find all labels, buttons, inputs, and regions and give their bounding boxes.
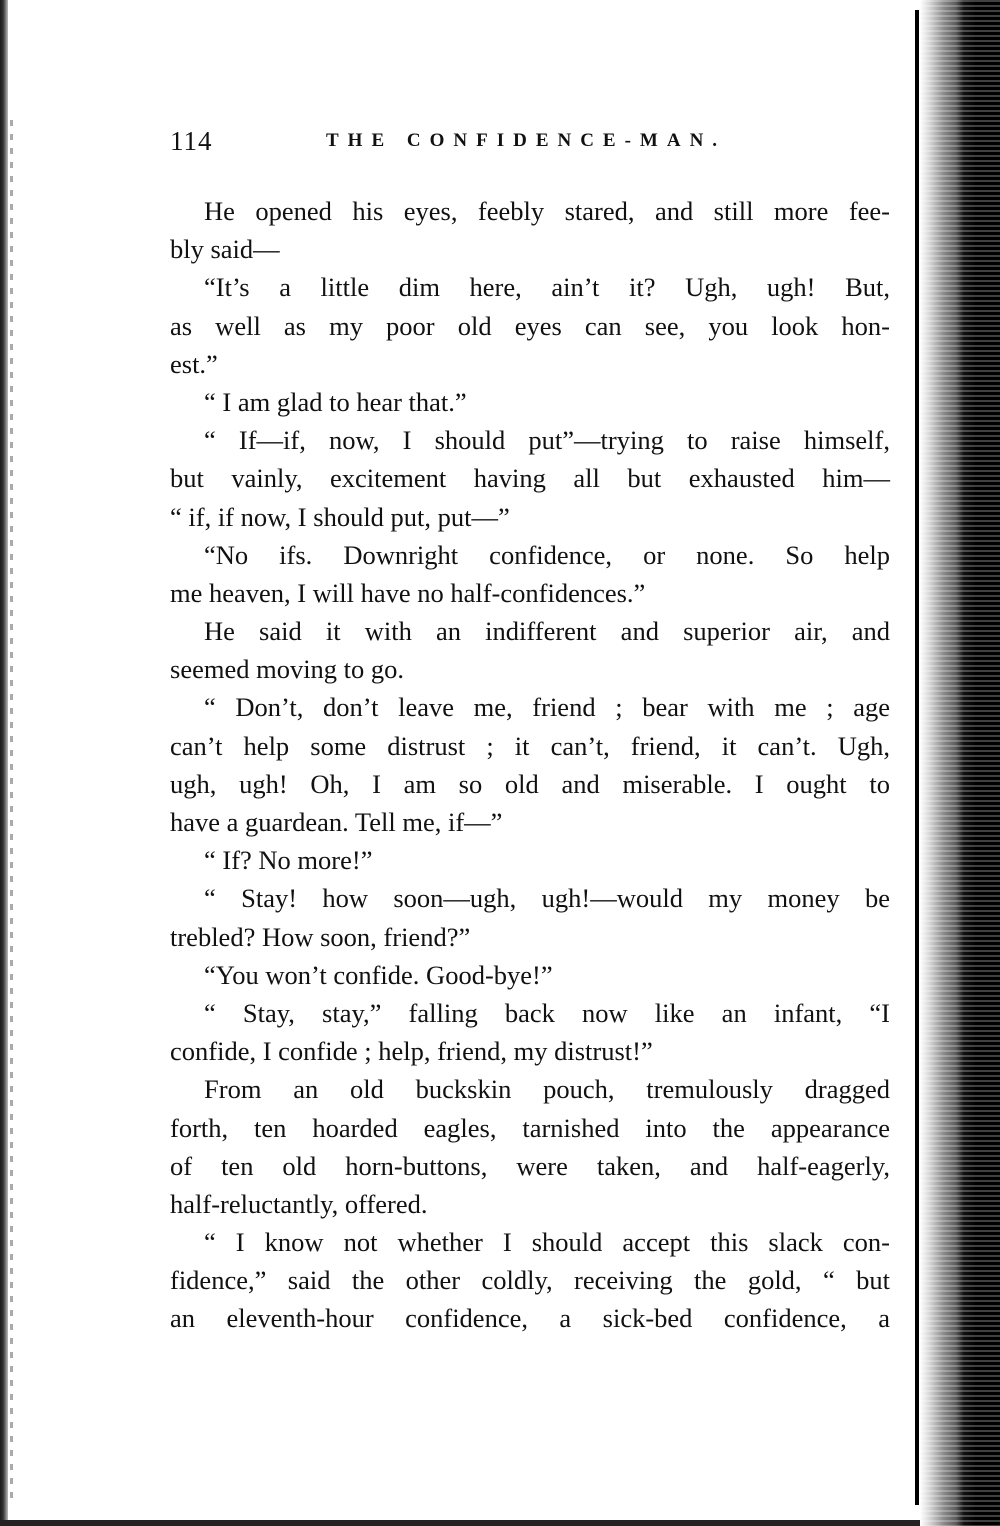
page-number: 114 (170, 126, 213, 156)
running-title: THE CONFIDENCE-MAN. (326, 130, 727, 151)
text-line: He said it with an indifferent and superior air, and (204, 616, 890, 647)
text-line: trebled? How soon, friend?” (170, 921, 471, 952)
text-line: have a guardean. Tell me, if—” (170, 807, 503, 837)
text-line: “No ifs. Downright confidence, or none. So help (204, 539, 890, 570)
page-left-wear (10, 120, 13, 1500)
page-bottom-edge (0, 1520, 1000, 1526)
text-line: an eleventh-hour confidence, a sick-bed confidence, a (170, 1303, 890, 1334)
text-line: of ten old horn-buttons, were taken, and half-eagerly, (170, 1150, 890, 1181)
text-line: “ Don’t, don’t leave me, friend ; bear with me ; age (204, 692, 890, 723)
text-line: “ I know not whether I should accept this slack con- (204, 1227, 890, 1258)
text-line: “ if, if now, I should put, put—” (170, 501, 510, 532)
text-line: can’t help some distrust ; it can’t, friend, it can’t. Ugh, (170, 730, 890, 761)
text-line: He opened his eyes, feebly stared, and still more fee- (204, 196, 890, 226)
text-line: as well as my poor old eyes can see, you look hon- (170, 310, 890, 341)
text-line: half-reluctantly, offered. (170, 1188, 428, 1219)
text-line: est.” (170, 348, 218, 379)
text-line: “It’s a little dim here, ain’t it? Ugh, ugh! But, (204, 272, 890, 303)
spine-rule (915, 10, 919, 1505)
text-line: forth, ten hoarded eagles, tarnished into the appearance (170, 1112, 890, 1143)
text-line: seemed moving to go. (170, 654, 405, 685)
text-line: but vainly, excitement having all but exhausted him— (170, 463, 890, 494)
text-line: bly said— (170, 234, 280, 265)
text-line: From an old buckskin pouch, tremulously dragged (204, 1074, 890, 1105)
text-line: confide, I confide ; help, friend, my distrust!” (170, 1036, 653, 1067)
page-header (170, 126, 890, 166)
body-text (170, 192, 890, 1338)
text-line: fidence,” said the other coldly, receiving the gold, “ but (170, 1265, 890, 1296)
text-line: me heaven, I will have no half-confidences.” (170, 577, 646, 608)
page-left-edge (0, 0, 8, 1526)
text-line: ugh, ugh! Oh, I am so old and miserable. I ought to (170, 768, 890, 799)
text-line: “ If—if, now, I should put”—trying to raise himself, (204, 425, 890, 456)
text-line: “You won’t confide. Good-bye!” (204, 959, 553, 990)
text-line: “ If? No more!” (204, 845, 373, 876)
text-line: “ Stay, stay,” falling back now like an infant, “I (204, 997, 890, 1028)
text-line: “ Stay! how soon—ugh, ugh!—would my money be (204, 883, 890, 914)
book-spine (920, 0, 1000, 1526)
text-line: “ I am glad to hear that.” (204, 386, 467, 417)
